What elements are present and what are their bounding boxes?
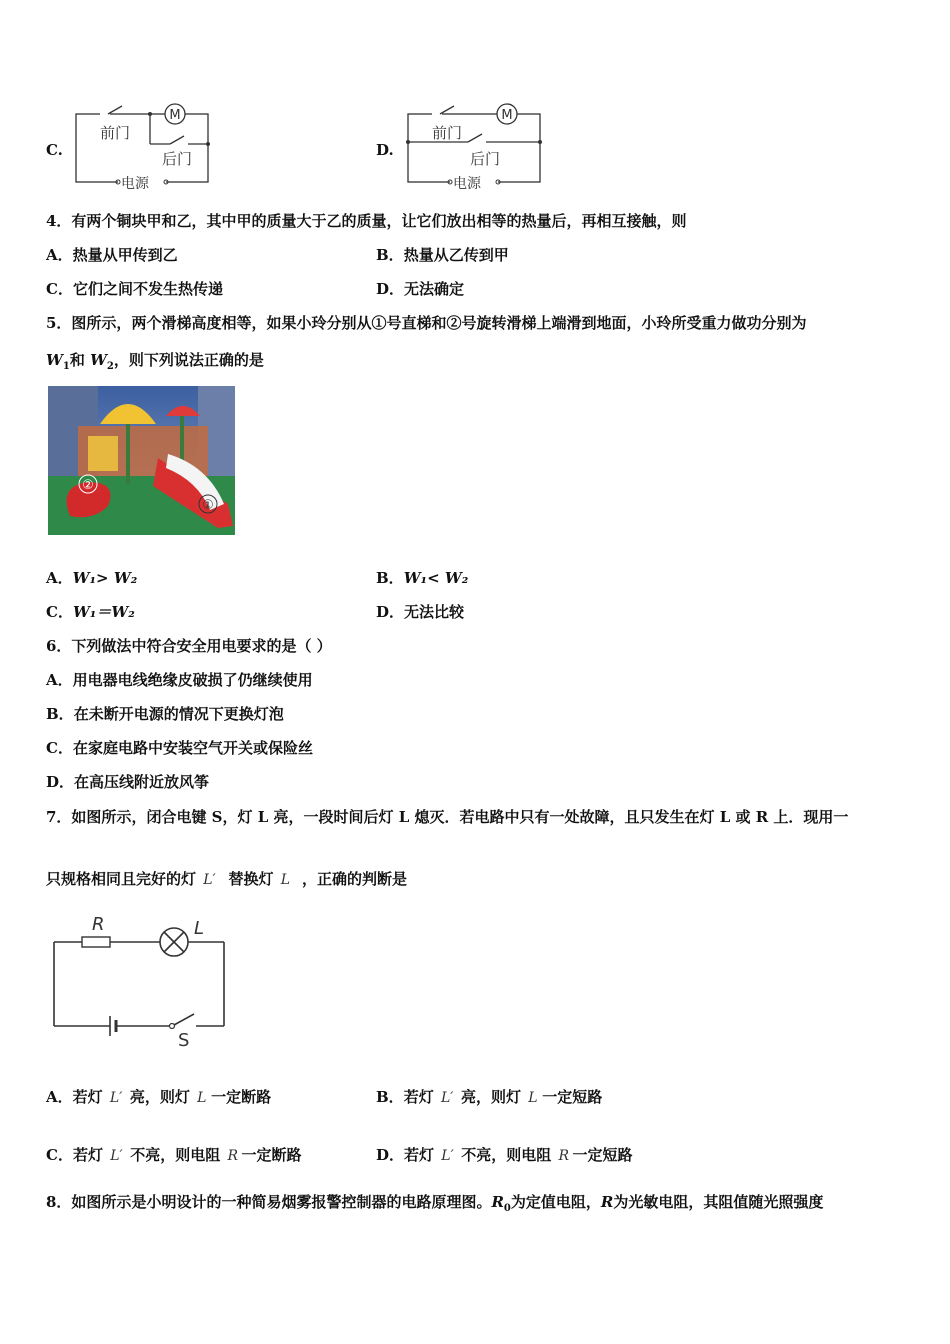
lprime-symbol: L′ — [110, 1148, 123, 1164]
option-part: 若灯 — [404, 1146, 435, 1164]
back-door-label-d: 后门 — [470, 150, 501, 168]
stem-part: ，正确的判断是 — [301, 870, 407, 888]
q6-option-c[interactable] — [46, 738, 313, 758]
option-label: D． — [46, 773, 75, 791]
lprime-symbol: L′ — [441, 1148, 454, 1164]
option-text: 用电器电线绝缘皮破损了仍继续使用 — [72, 671, 313, 689]
option-text: 在高压线附近放风筝 — [74, 773, 210, 791]
q6-option-b[interactable] — [46, 704, 284, 724]
r-symbol: R — [227, 1148, 238, 1164]
diagram-r-label: R — [92, 914, 105, 935]
circuit-diagram-c — [70, 100, 215, 190]
stem-part: 只规格相同且完好的灯 — [46, 870, 197, 888]
r0-sub: 0 — [503, 1203, 511, 1214]
q7-circuit-diagram — [48, 908, 243, 1053]
diagram-s-label: S — [178, 1030, 190, 1051]
q5-option-a[interactable] — [46, 568, 137, 588]
lprime-symbol: L′ — [440, 1090, 454, 1106]
option-part: 一定短路 — [572, 1146, 633, 1164]
q4-option-b[interactable] — [376, 245, 509, 265]
option-label: A． — [46, 246, 73, 264]
slide-2-marker: ② — [82, 478, 94, 493]
r-symbol: R — [558, 1148, 570, 1164]
option-text: W₁< W₂ — [403, 569, 469, 587]
option-label: B． — [376, 569, 404, 587]
option-part: 一定断路 — [241, 1146, 302, 1164]
option-c-label: C. — [46, 141, 63, 159]
q7-option-b[interactable] — [376, 1087, 602, 1107]
option-part: 一定短路 — [542, 1088, 603, 1106]
sub-1: 1 — [62, 361, 70, 372]
option-label: A． — [46, 569, 73, 587]
q5-option-b[interactable] — [376, 568, 468, 588]
option-part: 不亮，则电阻 — [130, 1146, 221, 1164]
option-part: 一定断路 — [211, 1088, 272, 1106]
r0-symbol: R — [491, 1193, 504, 1211]
option-part: 若灯 — [403, 1088, 434, 1106]
q6-stem: 6．下列做法中符合安全用电要求的是（ ） — [46, 637, 332, 655]
option-text: 它们之间不发生热传递 — [72, 280, 223, 298]
playground-slide-photo — [48, 386, 235, 535]
q6-option-d[interactable] — [46, 772, 209, 792]
q4-option-d[interactable] — [376, 279, 464, 299]
front-door-label-c: 前门 — [100, 124, 131, 142]
option-part: 亮，则灯 — [460, 1088, 521, 1106]
q7-option-c[interactable] — [46, 1145, 301, 1165]
option-label: A． — [46, 1088, 73, 1106]
option-label: C． — [46, 280, 73, 298]
stem-part: 为光敏电阻，其阻值随光照强度 — [613, 1193, 824, 1211]
stem-mid: 和 — [69, 351, 91, 369]
stem-part: 替换灯 — [228, 870, 274, 888]
stem-end: ，则下列说法正确的是 — [113, 351, 264, 369]
option-label: C． — [46, 739, 73, 757]
option-part: 若灯 — [72, 1088, 103, 1106]
q7-option-a[interactable] — [46, 1087, 271, 1107]
q4-option-c[interactable] — [46, 279, 223, 299]
option-label: B． — [376, 1088, 404, 1106]
q5-stem-line2 — [46, 350, 264, 377]
option-text: 无法确定 — [404, 280, 465, 298]
slide-1-marker: ① — [202, 498, 214, 513]
stem-part: 8．如图所示是小明设计的一种简易烟雾报警控制器的电路原理图。 — [46, 1193, 492, 1211]
q6-option-a[interactable] — [46, 670, 313, 690]
option-text: 热量从乙传到甲 — [403, 246, 509, 264]
option-part: 若灯 — [72, 1146, 103, 1164]
lprime-symbol: L′ — [109, 1090, 123, 1106]
option-text: 在未断开电源的情况下更换灯泡 — [73, 705, 284, 723]
diagram-l-label: L — [194, 918, 205, 939]
option-text: W₁＝W₂ — [72, 603, 135, 621]
sub-2: 2 — [106, 361, 114, 372]
option-text: 热量从甲传到乙 — [72, 246, 178, 264]
option-d-label: D. — [376, 141, 394, 159]
option-label: C． — [46, 603, 73, 621]
option-label: C． — [46, 1146, 73, 1164]
motor-label-d: M — [501, 108, 513, 123]
l-symbol: L — [528, 1090, 538, 1106]
front-door-label-d: 前门 — [432, 124, 463, 142]
option-label: B． — [376, 246, 404, 264]
q4-option-a[interactable] — [46, 245, 178, 265]
l-symbol: L — [280, 872, 291, 888]
power-label-c: 电源 — [121, 176, 149, 190]
r-symbol: R — [600, 1193, 614, 1211]
var-w: W — [90, 351, 107, 369]
l-symbol: L — [197, 1090, 207, 1106]
option-text: 无法比较 — [404, 603, 465, 621]
option-label: D． — [376, 280, 405, 298]
q4-stem: 4．有两个铜块甲和乙，其中甲的质量大于乙的质量，让它们放出相等的热量后，再相互接触，则 — [46, 212, 687, 230]
option-part: 不亮，则电阻 — [461, 1146, 552, 1164]
q8-stem — [46, 1192, 823, 1219]
option-label: D． — [376, 1146, 405, 1164]
power-label-d: 电源 — [453, 176, 481, 190]
option-part: 亮，则灯 — [129, 1088, 190, 1106]
option-text: 在家庭电路中安装空气开关或保险丝 — [72, 739, 313, 757]
option-label: D． — [376, 603, 405, 621]
q7-stem-line1: 7．如图所示，闭合电键 S，灯 L 亮，一段时间后灯 L 熄灭．若电路中只有一处故障，且只发生在灯 L 或 R 上．现用一 — [46, 808, 849, 826]
stem-part: 为定值电阻， — [510, 1193, 601, 1211]
option-label: B． — [46, 705, 74, 723]
q7-stem-line2 — [46, 869, 407, 889]
q5-option-d[interactable] — [376, 602, 464, 622]
option-text: W₁> W₂ — [72, 569, 138, 587]
q5-stem-line1: 5．图所示，两个滑梯高度相等，如果小玲分别从①号直梯和②号旋转滑梯上端滑到地面，小玲所受重力做功分别为 — [46, 314, 807, 332]
option-label: A． — [46, 671, 73, 689]
back-door-label-c: 后门 — [162, 150, 193, 168]
q7-option-d[interactable] — [376, 1145, 633, 1165]
var-w: W — [46, 351, 63, 369]
circuit-diagram-d — [402, 100, 547, 190]
q5-option-c[interactable] — [46, 602, 135, 622]
lprime-symbol: L′ — [203, 872, 216, 888]
motor-label-c: M — [169, 108, 181, 123]
